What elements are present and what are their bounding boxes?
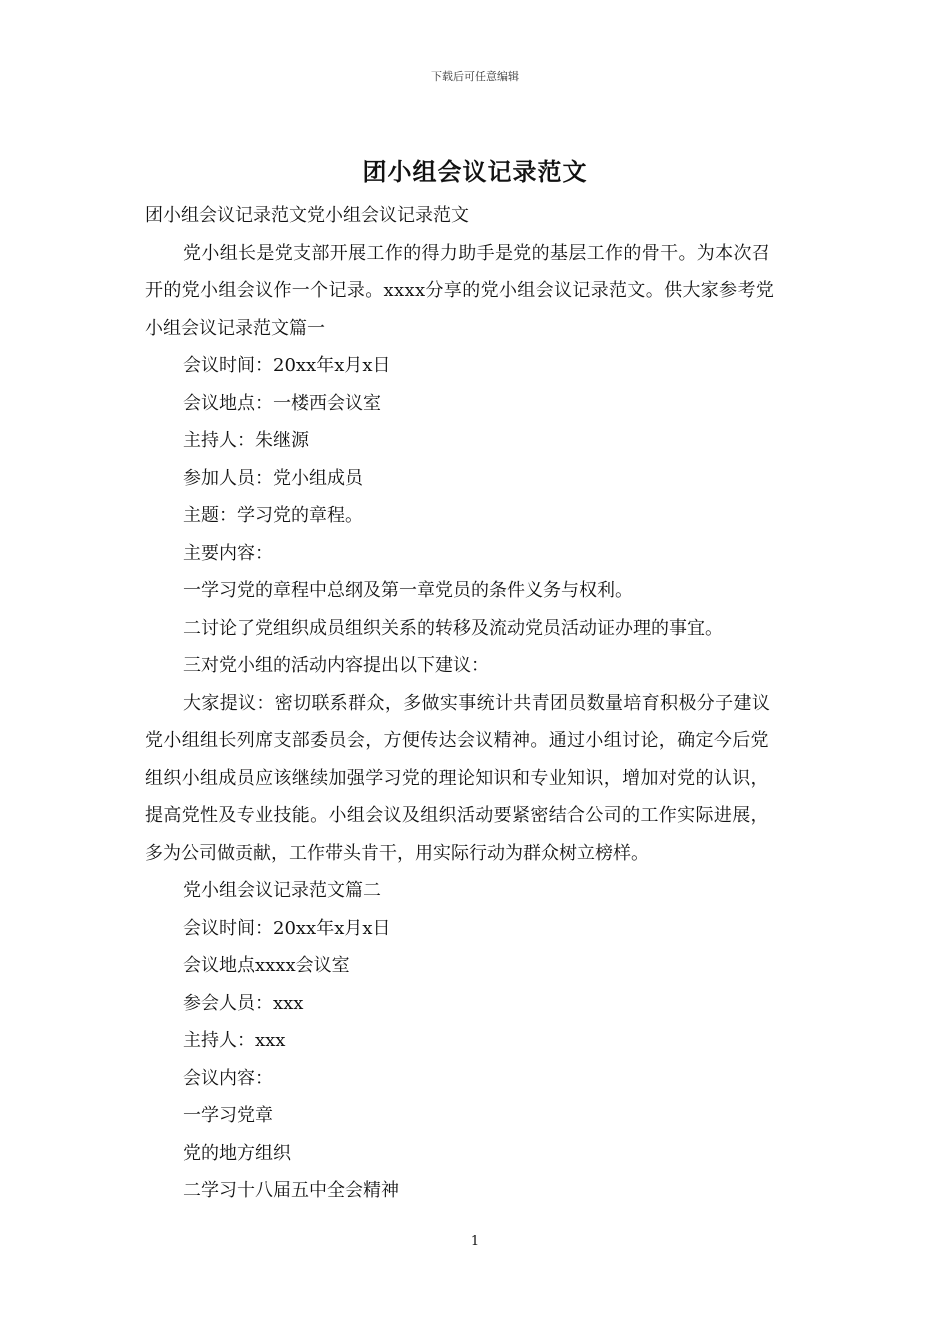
paragraph-line: 提高党性及专业技能。小组会议及组织活动要紧密结合公司的工作实际进展， (145, 805, 769, 826)
paragraph-line: 主题：学习党的章程。 (183, 505, 363, 526)
paragraph-line: 二学习十八届五中全会精神 (183, 1180, 399, 1201)
paragraph-line: 会议地点xxxx会议室 (183, 955, 350, 976)
page-number: 1 (470, 1234, 480, 1249)
paragraph-line: 会议时间：20xx年x月x日 (183, 355, 391, 376)
paragraph-line: 主持人：朱继源 (183, 430, 309, 451)
paragraph-line: 党小组长是党支部开展工作的得力助手是党的基层工作的骨干。为本次召 (183, 242, 771, 264)
paragraph-line: 会议地点：一楼西会议室 (183, 392, 381, 414)
paragraph-line: 主持人：xxx (183, 1030, 286, 1051)
paragraph-line: 大家提议：密切联系群众，多做实事统计共青团员数量培育积极分子建议 (183, 692, 771, 714)
paragraph-line: 一学习党的章程中总纲及第一章党员的条件义务与权利。 (183, 580, 633, 601)
paragraph-line: 会议内容： (183, 1067, 273, 1089)
document-body (145, 197, 810, 1210)
subtitle-line: 团小组会议记录范文党小组会议记录范文 (145, 205, 469, 226)
paragraph-line: 二讨论了党组织成员组织关系的转移及流动党员活动证办理的事宜。 (183, 617, 723, 639)
paragraph-line: 参会人员：xxx (183, 992, 304, 1014)
paragraph-line: 会议时间：20xx年x月x日 (183, 917, 391, 939)
paragraph-line: 小组会议记录范文篇一 (145, 317, 325, 339)
paragraph-line: 组织小组成员应该继续加强学习党的理论知识和专业知识，增加对党的认识， (145, 767, 769, 789)
document-title: 团小组会议记录范文 (362, 157, 588, 186)
paragraph-line: 党的地方组织 (183, 1142, 291, 1164)
page-header: 下载后可任意编辑 (431, 70, 519, 83)
paragraph-line: 党小组会议记录范文篇二 (183, 880, 381, 901)
paragraph-line: 开的党小组会议作一个记录。xxxx分享的党小组会议记录范文。供大家参考党 (145, 280, 775, 301)
paragraph-line: 三对党小组的活动内容提出以下建议： (183, 655, 489, 676)
paragraph-line: 主要内容： (183, 542, 273, 564)
paragraph-line: 多为公司做贡献，工作带头肯干，用实际行动为群众树立榜样。 (145, 842, 649, 864)
paragraph-line: 一学习党章 (183, 1105, 273, 1126)
paragraph-line: 参加人员：党小组成员 (183, 467, 363, 489)
paragraph-line: 党小组组长列席支部委员会，方便传达会议精神。通过小组讨论，确定今后党 (145, 730, 769, 751)
